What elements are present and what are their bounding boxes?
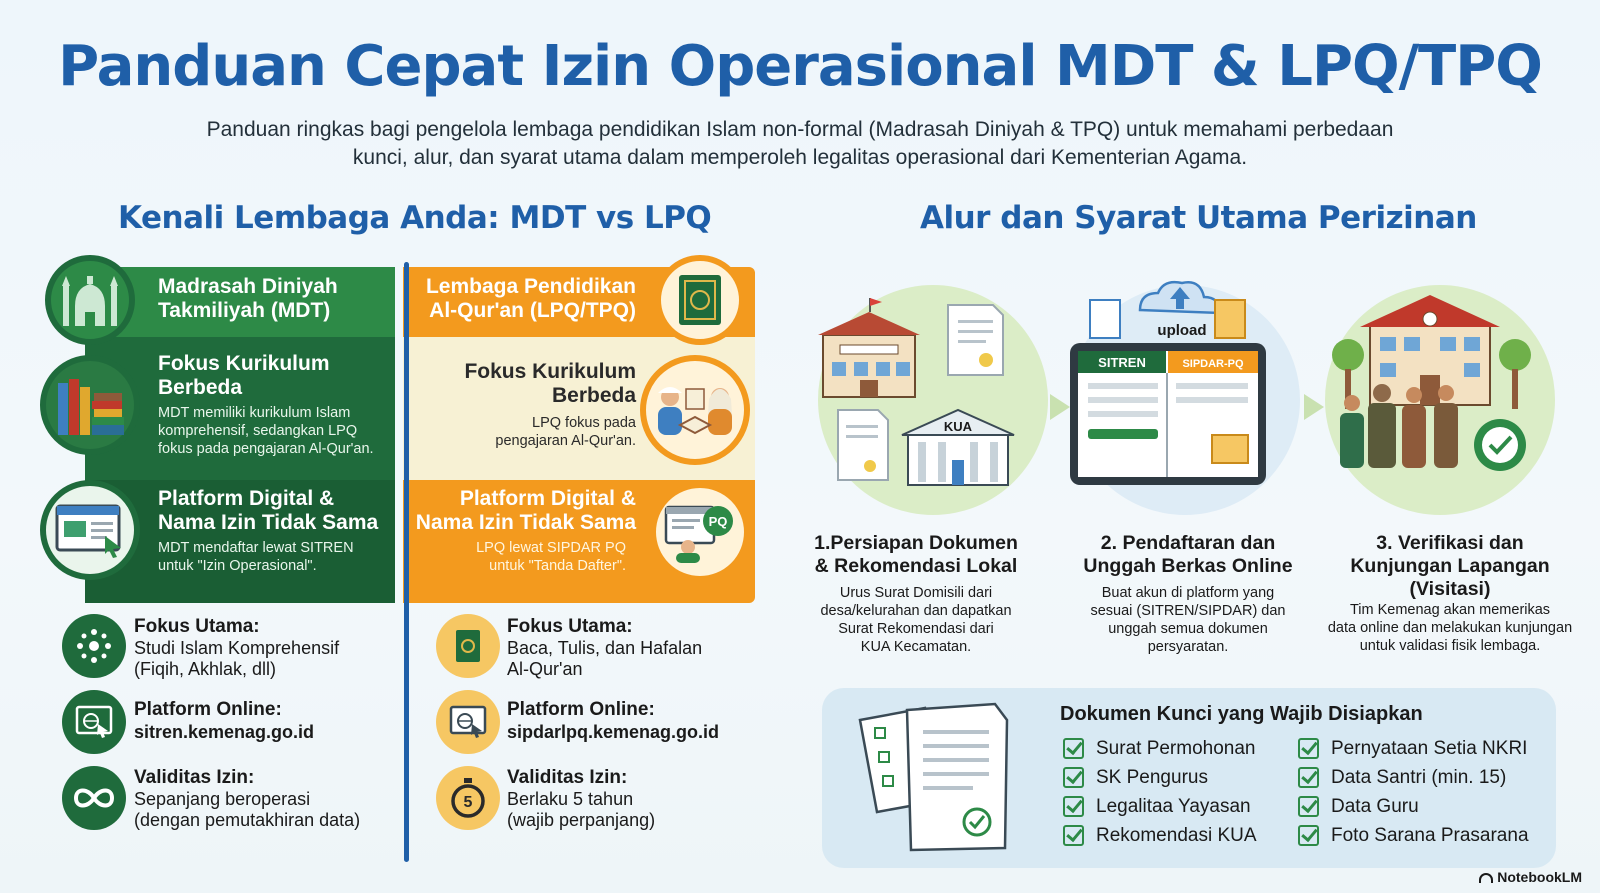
arrow-right-icon bbox=[1048, 392, 1072, 422]
quran-small-icon bbox=[436, 614, 500, 678]
children-reading-icon bbox=[640, 355, 750, 465]
documents-list-col2 bbox=[1298, 734, 1529, 850]
verification-visit-illustration bbox=[1320, 285, 1560, 515]
tablet-upload-illustration bbox=[1070, 275, 1300, 515]
svg-text:PQ: PQ bbox=[708, 514, 728, 529]
infinity-icon bbox=[62, 766, 126, 830]
checkbox-checked-icon bbox=[1063, 738, 1084, 759]
mdt-platform-desc: MDT mendaftar lewat SITREN untuk "Izin Operasional". bbox=[158, 540, 354, 574]
mdt-curriculum-title: Fokus Kurikulum Berbeda bbox=[158, 352, 330, 399]
web-browser-icon bbox=[40, 480, 140, 580]
documents-title: Dokumen Kunci yang Wajib Disiapkan bbox=[1060, 703, 1423, 725]
globe-browser-icon bbox=[62, 690, 126, 754]
pq-user-computer-icon bbox=[650, 482, 750, 582]
page-title: Panduan Cepat Izin Operasional MDT & LPQ/TPQ bbox=[58, 34, 1542, 99]
svg-text:KUA: KUA bbox=[943, 419, 973, 434]
doc-item: Foto Sarana Prasarana bbox=[1298, 821, 1529, 850]
notebooklm-logo-icon bbox=[1479, 873, 1493, 883]
lpq-name: Lembaga Pendidikan Al-Qur'an (LPQ/TPQ) bbox=[425, 275, 636, 322]
timer-icon bbox=[436, 766, 500, 830]
doc-item: Data Santri (min. 15) bbox=[1298, 763, 1529, 792]
mdt-name: Madrasah Diniyah Takmiliyah (MDT) bbox=[158, 275, 338, 322]
books-icon bbox=[40, 355, 140, 455]
step-3: 3. Verifikasi dan Kunjungan Lapangan (Visitasi) Tim Kemenag akan memerikas data online dan melakukan kunjungan untuk validasi fisik lembaga. bbox=[1327, 532, 1573, 654]
checkbox-checked-icon bbox=[1298, 767, 1319, 788]
page-subtitle bbox=[160, 116, 1440, 172]
doc-item: SK Pengurus bbox=[1063, 763, 1257, 792]
checkbox-checked-icon bbox=[1063, 796, 1084, 817]
documents-list-col1 bbox=[1063, 734, 1257, 850]
divider-line bbox=[404, 262, 409, 862]
mdt-platform-title: Platform Digital & Nama Izin Tidak Sama bbox=[158, 487, 379, 534]
doc-item: Surat Permohonan bbox=[1063, 734, 1257, 763]
doc-item: Legalitaa Yayasan bbox=[1063, 792, 1257, 821]
mdt-focus: Fokus Utama: Studi Islam Komprehensif (Fiqih, Akhlak, dll) bbox=[134, 616, 340, 679]
mdt-validity: Validitas Izin: Sepanjang beroperasi (dengan pemutakhiran data) bbox=[134, 767, 361, 830]
subtitle-line-1: Panduan ringkas bagi pengelola lembaga pendidikan Islam non-formal (Madrasah Diniyah & TPQ) untuk memahami perbedaan bbox=[206, 118, 1394, 141]
lpq-platform-title: Platform Digital & Nama Izin Tidak Sama bbox=[415, 487, 636, 534]
checkbox-checked-icon bbox=[1298, 796, 1319, 817]
checkbox-checked-icon bbox=[1063, 825, 1084, 846]
svg-text:SIPDAR-PQ: SIPDAR-PQ bbox=[1182, 358, 1244, 370]
globe-browser-icon-lpq bbox=[436, 690, 500, 754]
notebooklm-brand: NotebookLM bbox=[1479, 869, 1582, 885]
svg-text:SITREN: SITREN bbox=[1098, 355, 1146, 370]
section-title-left: Kenali Lembaga Anda: MDT vs LPQ bbox=[118, 200, 712, 236]
lpq-curriculum-title: Fokus Kurikulum Berbeda bbox=[464, 360, 636, 407]
doc-item: Data Guru bbox=[1298, 792, 1529, 821]
checkbox-checked-icon bbox=[1298, 738, 1319, 759]
svg-text:5: 5 bbox=[463, 794, 473, 811]
doc-item: Rekomendasi KUA bbox=[1063, 821, 1257, 850]
lpq-focus: Fokus Utama: Baca, Tulis, dan Hafalan Al-Qur'an bbox=[507, 616, 703, 679]
lpq-platform: Platform Online: sipdarlpq.kemenag.go.id bbox=[507, 699, 720, 742]
checkbox-checked-icon bbox=[1298, 825, 1319, 846]
study-network-icon bbox=[62, 614, 126, 678]
documents-checklist-icon bbox=[855, 700, 1035, 860]
lpq-curriculum-desc: LPQ fokus pada pengajaran Al-Qur'an. bbox=[495, 415, 636, 449]
subtitle-line-2: kunci, alur, dan syarat utama dalam memperoleh legalitas operasional dari Kementerian Agama. bbox=[352, 146, 1248, 169]
step-2: 2. Pendaftaran dan Unggah Berkas Online Buat akun di platform yang sesuai (SITREN/SIPDAR) dan unggah semua dokumen persyaratan. bbox=[1083, 532, 1293, 655]
mosque-icon bbox=[45, 255, 135, 345]
doc-item: Pernyataan Setia NKRI bbox=[1298, 734, 1529, 763]
step-1: 1.Persiapan Dokumen & Rekomendasi Lokal Urus Surat Domisili dari desa/kelurahan dan dapatkan Surat Rekomendasi dari KUA Kecamatan. bbox=[814, 532, 1018, 655]
lpq-validity: Validitas Izin: Berlaku 5 tahun (wajib perpanjang) bbox=[507, 767, 656, 830]
section-title-right: Alur dan Syarat Utama Perizinan bbox=[920, 200, 1477, 236]
checkbox-checked-icon bbox=[1063, 767, 1084, 788]
svg-text:upload: upload bbox=[1157, 322, 1207, 339]
office-documents-illustration bbox=[818, 290, 1048, 520]
mdt-platform: Platform Online: sitren.kemenag.go.id bbox=[134, 699, 315, 742]
quran-book-icon bbox=[655, 255, 745, 345]
lpq-platform-desc: LPQ lewat SIPDAR PQ untuk "Tanda Dafter". bbox=[476, 540, 626, 574]
mdt-curriculum-desc: MDT memiliki kurikulum Islam komprehensif, sedangkan LPQ fokus pada pengajaran Al-Qur'an. bbox=[158, 405, 374, 457]
